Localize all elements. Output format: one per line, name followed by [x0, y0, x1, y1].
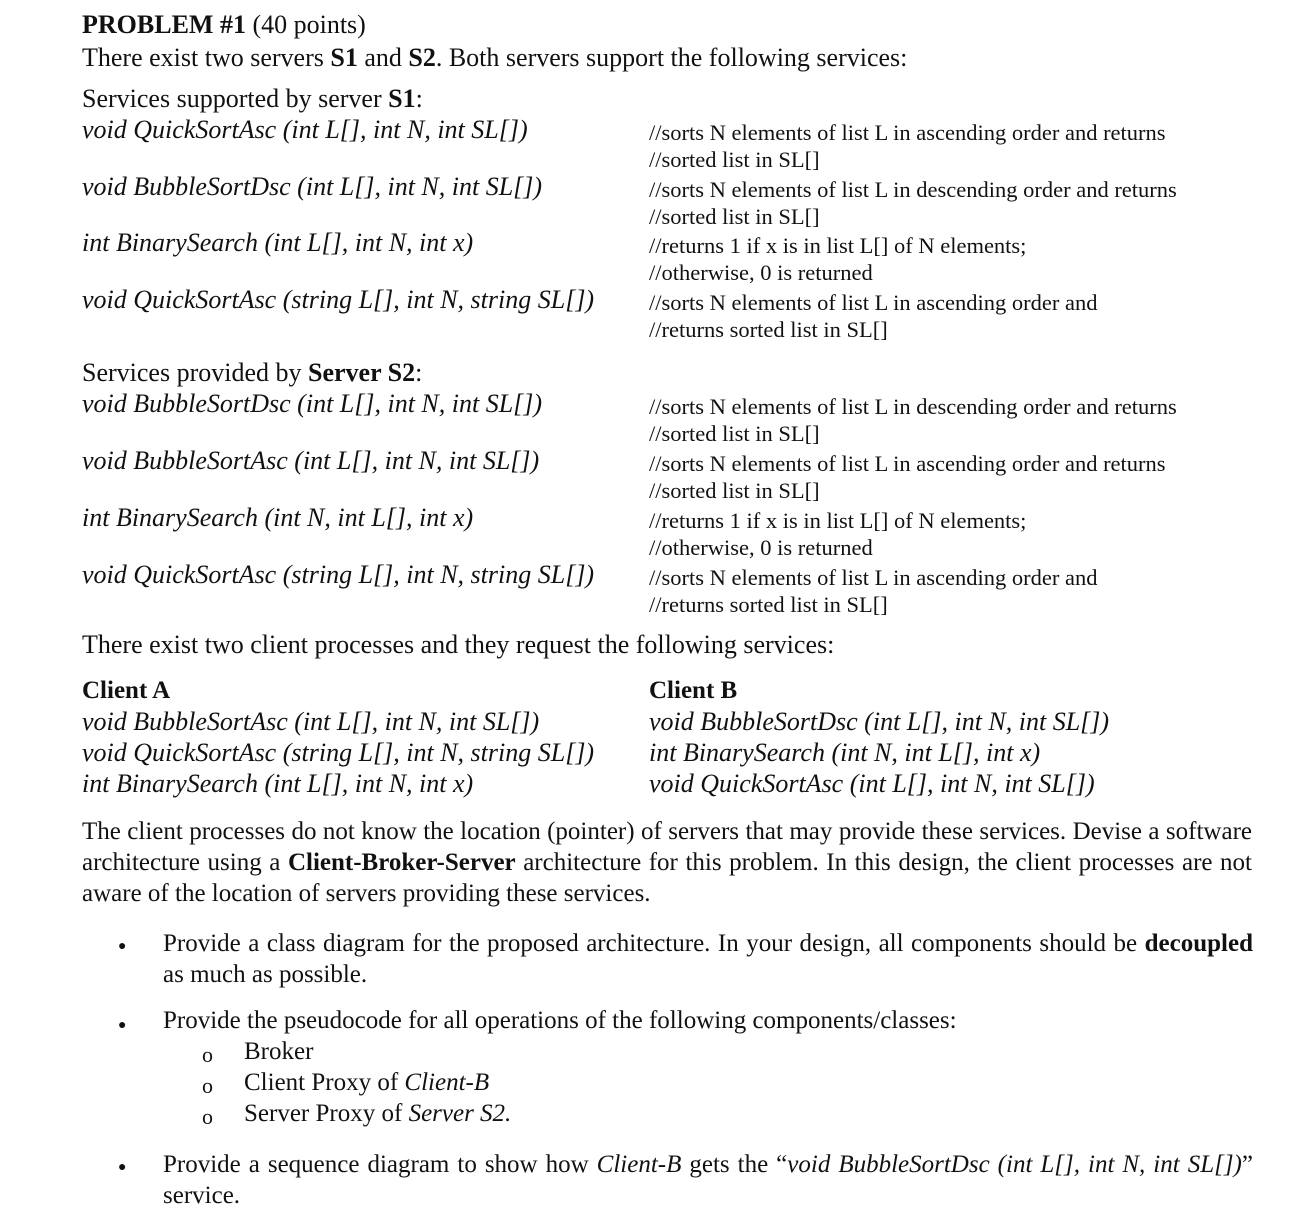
client-a-item: void BubbleSortAsc (int L[], int N, int SL[])	[82, 707, 540, 736]
s1-service-comment: //sorts N elements of list L in ascending order and	[649, 290, 1098, 315]
s2-heading	[82, 358, 422, 388]
s1-heading	[82, 84, 423, 114]
heading-text: Services supported by server	[82, 84, 389, 113]
s1-service-comment: //otherwise, 0 is returned	[649, 260, 873, 285]
problem-title: PROBLEM #1	[82, 10, 246, 39]
problem-points: (40 points)	[252, 10, 366, 39]
description-paragraph	[82, 816, 1252, 909]
component-item	[244, 1038, 313, 1066]
s1-service-comment: //sorted list in SL[]	[649, 147, 820, 172]
s1-service-signature: void QuickSortAsc (int L[], int N, int SL[])	[82, 115, 528, 144]
s2-service-comment: //sorted list in SL[]	[649, 478, 820, 503]
s2-service-comment: //sorts N elements of list L in ascending order and	[649, 565, 1098, 590]
s2-service-comment: //otherwise, 0 is returned	[649, 535, 873, 560]
heading-server: S1	[388, 84, 416, 113]
task-italic: void BubbleSortDsc (int L[], int N, int SL[])	[787, 1151, 1242, 1178]
component-italic: Server S2.	[408, 1100, 512, 1127]
task-sequence-diagram	[163, 1149, 1253, 1211]
s1-service-signature: void BubbleSortDsc (int L[], int N, int SL[])	[82, 172, 543, 201]
s2-service-signature: void BubbleSortDsc (int L[], int N, int SL[])	[82, 389, 543, 418]
task-pseudocode: Provide the pseudocode for all operations of the following components/classes:	[163, 1007, 957, 1034]
intro-text: There exist two servers	[82, 43, 331, 72]
intro-text: . Both servers support the following services:	[435, 43, 908, 72]
bullet-icon: ●	[118, 1018, 127, 1033]
intro-s2: S2	[408, 43, 436, 72]
component-text: Broker	[244, 1038, 314, 1065]
heading-text: :	[415, 358, 423, 387]
component-item	[244, 1069, 489, 1097]
client-a-item: void QuickSortAsc (string L[], int N, string SL[])	[82, 738, 595, 767]
client-a-item: int BinarySearch (int L[], int N, int x)	[82, 769, 474, 798]
heading-text: Services provided by	[82, 358, 309, 387]
s1-service-comment: //returns 1 if x is in list L[] of N elements;	[649, 233, 1027, 258]
bullet-icon: ●	[118, 1160, 127, 1175]
s2-service-comment: //returns sorted list in SL[]	[649, 592, 888, 617]
client-b-title: Client B	[649, 677, 738, 704]
description-text: architecture for this problem. In this design, the client processes are not aware of the location of servers providing these services.	[82, 849, 1252, 907]
s1-service-signature: void QuickSortAsc (string L[], int N, string SL[])	[82, 285, 595, 314]
s2-service-comment: //sorts N elements of list L in ascending order and returns	[649, 451, 1166, 476]
task-text: Provide a class diagram for the proposed architecture. In your design, all components should be	[163, 930, 1145, 957]
s1-service-comment: //sorts N elements of list L in ascending order and returns	[649, 120, 1166, 145]
s1-service-comment: //returns sorted list in SL[]	[649, 317, 888, 342]
client-b-item: void QuickSortAsc (int L[], int N, int SL[])	[649, 769, 1095, 798]
problem-title-line	[82, 10, 366, 40]
heading-text: :	[415, 84, 423, 113]
s2-service-signature: void BubbleSortAsc (int L[], int N, int SL[])	[82, 446, 540, 475]
component-italic: Client-B	[404, 1069, 490, 1096]
circle-bullet-icon: o	[202, 1104, 213, 1129]
heading-server: Server S2	[308, 358, 416, 387]
clients-intro: There exist two client processes and they request the following services:	[82, 630, 835, 659]
intro-text: and	[357, 43, 409, 72]
intro-s1: S1	[330, 43, 358, 72]
s1-service-comment: //sorted list in SL[]	[649, 204, 820, 229]
s2-service-comment: //sorted list in SL[]	[649, 421, 820, 446]
client-b-item: void BubbleSortDsc (int L[], int N, int SL[])	[649, 707, 1110, 736]
description-text: The client processes do not know the location (pointer) of servers that may provide these services. Devise a software architecture using a	[82, 818, 1252, 876]
circle-bullet-icon: o	[202, 1042, 213, 1067]
task-text: as much as possible.	[163, 961, 368, 988]
task-bold: decoupled	[1144, 930, 1253, 957]
task-italic: Client-B	[596, 1151, 682, 1178]
task-text: gets the “	[681, 1151, 788, 1178]
task-text: Provide a sequence diagram to show how	[163, 1151, 597, 1178]
s1-service-comment: //sorts N elements of list L in descending order and returns	[649, 177, 1177, 202]
component-text: Client Proxy of	[244, 1069, 405, 1096]
task-class-diagram	[163, 928, 1253, 990]
client-b-item: int BinarySearch (int N, int L[], int x)	[649, 738, 1041, 767]
s2-service-comment: //returns 1 if x is in list L[] of N elements;	[649, 508, 1027, 533]
s2-service-comment: //sorts N elements of list L in descending order and returns	[649, 394, 1177, 419]
s2-service-signature: int BinarySearch (int N, int L[], int x)	[82, 503, 474, 532]
s1-service-signature: int BinarySearch (int L[], int N, int x)	[82, 228, 474, 257]
circle-bullet-icon: o	[202, 1073, 213, 1098]
description-bold: Client-Broker-Server	[287, 849, 516, 876]
bullet-icon: ●	[118, 939, 127, 954]
problem-intro	[82, 43, 907, 73]
task-text: ” service.	[163, 1151, 1253, 1209]
client-a-title: Client A	[82, 677, 171, 704]
component-text: Server Proxy of	[244, 1100, 409, 1127]
component-item	[244, 1100, 511, 1128]
s2-service-signature: void QuickSortAsc (string L[], int N, string SL[])	[82, 560, 595, 589]
